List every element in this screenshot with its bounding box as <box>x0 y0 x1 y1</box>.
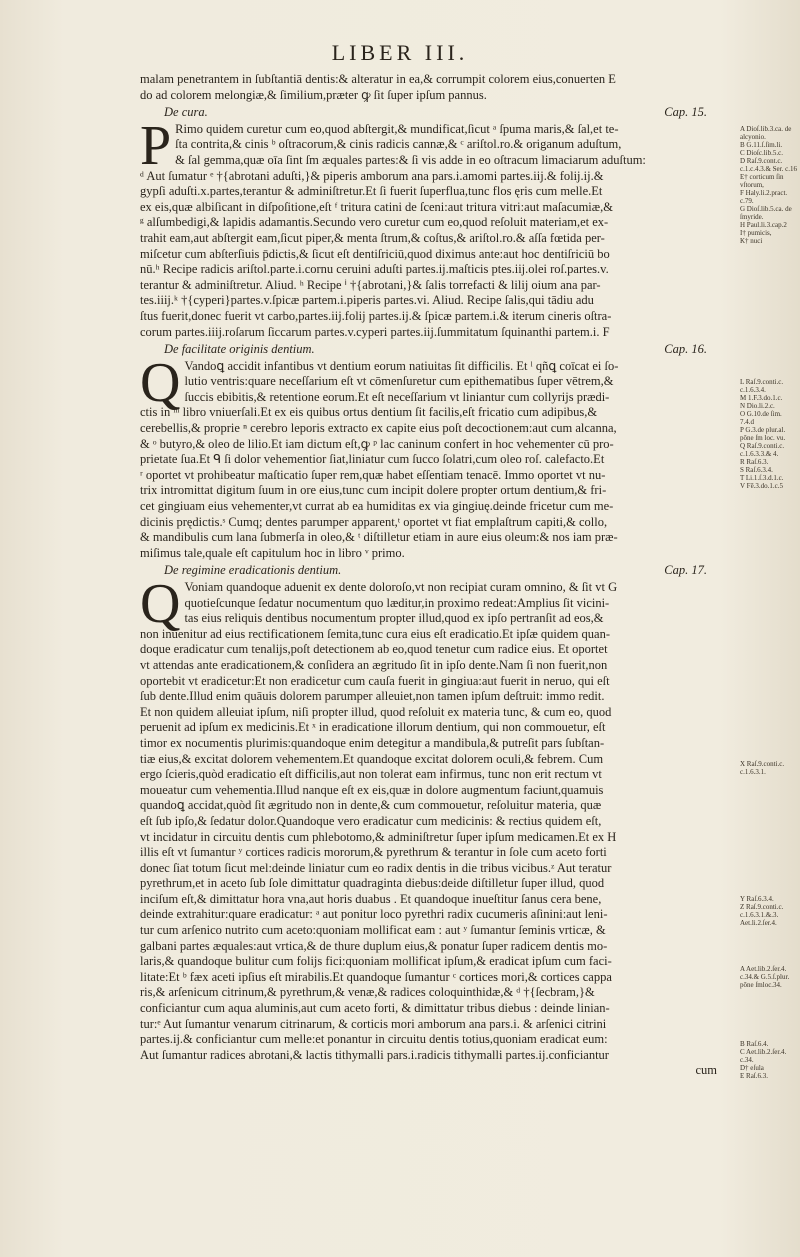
text-line: prietate ſua.Et ᑫ ſi dolor vehementior ſiat,liniatur cum ſucco ſolatri,cum oleo roſ. calefacto.Et <box>140 452 605 467</box>
text-line: partes.ij.& conficiantur cum melle:et ponantur in circuitu dentis totius,quoniam eradicat eum: <box>140 1032 608 1047</box>
text-line: ergo ſcieris,quòd eradicatio eſt difficilis,aut non tolerat eam infirmus, tunc non erit rectum vt <box>140 767 602 782</box>
margin-note: 7.4.d <box>740 418 754 426</box>
margin-notes-group-1 <box>740 125 798 245</box>
margin-note: D Raſ.9.cont.c. <box>740 157 783 165</box>
text-line: quandoꝗ accidat,quòd ſit ægritudo non in dente,& cum commouetur, reſoluitur materia, quæ <box>140 798 602 813</box>
margin-note: K† nuci <box>740 237 763 245</box>
text-line: donec ſiat totum ſicut mel:deinde liniatur cum eo radix dentis in die tribus vicibus.ᶻ Aut teratur <box>140 860 612 875</box>
margin-note: S Raſ.6.3.4. <box>740 466 773 474</box>
margin-note: Q Raſ.9.conti.c. <box>740 442 785 450</box>
intro-line: do ad colorem melongiæ,& ſimilium,præter ꝙ ſit ſuper ipſum pannus. <box>140 87 487 102</box>
section-heading <box>140 563 735 579</box>
section-title: De facilitate originis dentium. <box>164 342 315 357</box>
margin-note: E† corticum ſin vſtorum, <box>740 173 784 189</box>
text-line: non inuenitur ad eius rectificationem ſemita,tunc cura eius eſt eradicatio.Et ipſæ quidem quan- <box>140 626 610 641</box>
text-line: eſt ſub ipſo,& ſedatur dolor.Quandoque vero eradicatur cum medicinis: & rectius quidem eſt, <box>140 813 602 828</box>
section-title: De cura. <box>164 105 208 120</box>
margin-note: V Fē.3.do.1.c.5 <box>740 482 784 490</box>
margin-note: B G.11.ſ.ſim.li. <box>740 141 783 149</box>
section-heading <box>140 105 735 121</box>
text-line: tas eius reliquis dentibus nocumentum propter illud,quod ex ipſo pertranſit ad eos,& <box>184 611 604 626</box>
margin-note: A Dioſ.lib.3.ca. de alcyonio. <box>740 125 792 141</box>
section-heading <box>140 342 735 358</box>
margin-notes-group-4 <box>740 895 798 927</box>
drop-cap: Q <box>140 573 181 635</box>
section-body <box>140 573 735 1063</box>
text-line: deinde extrahitur:quare eradicatur: ᵃ aut ponitur loco pyrethri radix cucumeris aſinini:aut leni- <box>140 907 608 922</box>
text-line: ᵈ Aut ſumatur ᵉ †{abrotani aduſti,}& piperis amborum ana pars.i.amomi partes.iij.& folij.ij.& <box>140 168 604 183</box>
margin-note: c.1.6.3.1.&.3. <box>740 911 779 919</box>
text-line: corum partes.iiij.roſarum ſiccarum partes.v.cyperi partes.iij.ſummitatum ſquinanthi partem.i. F <box>140 324 610 339</box>
margin-note: F Haly.li.2.pract. c.79. <box>740 189 788 205</box>
chapter-number: Cap. 17. <box>664 563 707 578</box>
text-line: timor ex nocumentis plurimis:quandoque enim detegitur a mandibula,& putreſit pars ſubſtan- <box>140 735 605 750</box>
text-line: moueatur cum vehementia.Illud nanque eſt ex eis,quæ in dolore augmentum faciunt,quamuis <box>140 782 604 797</box>
margin-notes-group-2 <box>740 378 798 490</box>
text-line: & ᵒ butyro,& oleo de lilio.Et iam dictum eſt,ꝙ ᵖ lac caninum confert in hoc vehementer cū pro- <box>140 436 614 451</box>
margin-note: X Raſ.9.conti.c. <box>740 760 785 768</box>
margin-note: H Paul.li.3.cap.2 <box>740 221 787 229</box>
text-line: ſub dente.Illud enim quāuis dolorem parumper alleuiet,non tamen ipſum deſtruit: immo redit. <box>140 689 605 704</box>
text-line: Aut ſumantur radices abrotani,& lactis tithymalli pars.i.radicis tithymalli partes.ij.conficiantur <box>140 1047 609 1062</box>
margin-note: M 1.F.3.do.1.c. <box>740 394 783 402</box>
chapter-number: Cap. 15. <box>664 105 707 120</box>
margin-note: C Aet.lib.2.ſer.4. <box>740 1048 787 1056</box>
section-body <box>140 351 735 562</box>
text-line: gypſi aduſti.x.partes,terantur & adminiſtretur.Et ſi fuerit ſuperfluа,tunc flos ęris cum melle.Et <box>140 184 603 199</box>
margin-note: A Aet.lib.2.ſer.4. <box>740 965 787 973</box>
text-line: tur:ᵉ Aut ſumantur venarum citrinarum, & corticis mori amborum ana pars.i. & arſenici citrini <box>140 1016 607 1031</box>
margin-note: I† pumicis, <box>740 229 772 237</box>
margin-note: D† eſula <box>740 1064 764 1072</box>
text-line: doque eradicatur cum tenalijs,poſt detectionem ab eo,quod tenetur cum radice eius. Et oportet <box>140 642 608 657</box>
text-line: inciſum eſt,& dimittatur hora vna,aut horis duabus . Et quandoque inueſtitur ſanus cera bene, <box>140 891 602 906</box>
margin-note: T Li.1.ſ.3.d.1.c. <box>740 474 784 482</box>
margin-note: O G.10.de ſim. <box>740 410 782 418</box>
margin-notes-group-3 <box>740 760 798 776</box>
text-line: miſcetur cum abſterſiuis p̄dictis,& ſicut eſt dentiſriciū,quod diximus ante:aut hoc dentiſriciū bo <box>140 246 610 261</box>
catchword: cum <box>695 1063 717 1078</box>
text-line: ex eis,quæ albiſicant in diſpoſitione,eſt ᶠ tritura catini de ſceni:aut tritura vitri:aut maſacumiæ,& <box>140 199 613 214</box>
margin-note: R Raſ.6.3. <box>740 458 769 466</box>
margin-note: Y Raſ.6.3.4. <box>740 895 774 903</box>
margin-note: c.34. <box>740 1056 754 1064</box>
main-text-column <box>140 72 735 1079</box>
text-line: conficiantur cum aqua aluminis,aut cum aceto forti, & dimittatur tribus diebus : deinde linian- <box>140 1001 610 1016</box>
text-line: trix intromittat digitum ſuum in ore eius,tunc cum incipit dolere propter ortum dentium,& fri- <box>140 483 607 498</box>
text-line: ᵍ alſumbedigi,& lapidis adamantis.Secundo vero curetur cum eo,quod reſoluit materiam,et ex- <box>140 215 609 230</box>
margin-note: P G.3.de plur.al. pōne ſm loc. vu. <box>740 426 786 442</box>
text-line: nū.ʰ Recipe radicis ariſtol.parte.i.cornu ceruini aduſti partes.ij.maſticis ptes.iij.olei roſ.partes.v. <box>140 262 609 277</box>
text-line: laris,& quandoque bulitur cum folijs fici:quoniam mollificat ipſum,& eradicat ipſum cum faci- <box>140 954 612 969</box>
text-line: peruenit ad ipſum ex medicinis.Et ˣ in eradicatione illorum dentium, qui non commouetur, eſt <box>140 720 606 735</box>
text-line: ris,& arſenicum citrinum,& pyrethrum,& venæ,& radices coloquinthidæ,& ᵈ †{ſecbram,}& <box>140 985 595 1000</box>
text-line: & mandibulis cum lana ſubmerſa in oleo,& ᵗ diſtilletur etiam in aure eius oleum:& nos iam præ- <box>140 530 618 545</box>
text-line: ʳ oportet vt prohibeatur maſticatio ſuper rem,quæ habet eſſentiam tenacē. Immo oportet vt nu- <box>140 467 606 482</box>
text-line: & ſal gemma,quæ oīa ſint ſm æquales partes:& ſi vis adde in eo oſtracum limaciarum aduſtum: <box>175 152 646 167</box>
margin-note: C Dioſc.lib.5.c. <box>740 149 783 157</box>
section-title: De regimine eradicationis dentium. <box>164 563 342 578</box>
margin-note: E Raſ.6.3. <box>740 1072 768 1080</box>
margin-note: c.1.6.3.3.& 4. <box>740 450 779 458</box>
margin-note: N Dio.li.2.c. <box>740 402 775 410</box>
margin-notes-group-5 <box>740 965 798 989</box>
running-head: LIBER III. <box>331 40 469 65</box>
text-line: tur cum arſenico nutrito cum aceto:quoniam mollificat eam : aut ʸ ſumantur ſeminis vrticæ, & <box>140 923 606 938</box>
text-line: ſuccis ebibitis,& retentione eorum.Et eſt neceſſarium vt liniantur cum collyrijs prædi- <box>184 389 610 404</box>
chapter-number: Cap. 16. <box>664 342 707 357</box>
drop-cap: Q <box>140 351 181 414</box>
margin-note: c.1.6.3.4. <box>740 386 766 394</box>
text-line: Voniam quandoque aduenit ex dente doloroſo,vt non recipiat curam omnino, & ſit vt G <box>184 580 618 594</box>
text-line: vt attendas ante eradicationem,& conſidera an ægritudo ſit in ipſo dente.Nam ſi non fuerit,non <box>140 657 608 672</box>
margin-note: G Dioſ.lib.5.ca. de ſmyride. <box>740 205 792 221</box>
text-line: ctis in ᵐ libro vniuerſali.Et ex eis quibus ortus dentium ſit facilis,eſt fricatio cum adipibus,& <box>140 405 598 420</box>
text-line: vt incidatur in circuitu dentis cum phlebotomo,& adminiſtretur ſuper ipſum medicamen.Et ex H <box>140 829 617 844</box>
section-body <box>140 114 735 340</box>
drop-cap: P <box>140 114 172 177</box>
text-line: ſta contrita,& cinis ᵇ oſtracorum,& cinis radicis cannæ,& ᶜ ariſtol.ro.& origanum aduſtum, <box>175 137 622 152</box>
intro-line: malam penetrantem in ſubſtantiā dentis:& alteratur in ea,& corrumpit colorem eius,conuerten E <box>140 72 616 86</box>
text-line: trahit eam,aut abſtergit eam,ſicut piper,& menta ſtrum,& coſtus,& ariſtol.ro.& aſſa fœtida per- <box>140 230 605 245</box>
text-line: galbani partes æquales:aut vrtica,& de thure duplum eius,& ponatur ſuper radicem dentis mo- <box>140 938 608 953</box>
margin-note: B Raſ.6.4. <box>740 1040 769 1048</box>
margin-note: c.34.& G.5.ſ.plur. pōne ſmloc.34. <box>740 973 790 989</box>
margin-note: c.1.c.4.3.& Ser. c.16 <box>740 165 797 173</box>
text-line: litate:Et ᵇ fæx aceti ipſius eſt mirabilis.Et quandoque ſumantur ᶜ cortices mori,& cortices cappa <box>140 969 612 984</box>
text-line: dicinis prędictis.ˢ Cumq; dentes parumper apparent,ᵗ oportet vt fiat emplaſtrum capiti,& collo, <box>140 514 608 529</box>
text-line: pyrethrum,et in aceto ſub ſole dimittatur quadraginta diebus:deide diſtilletur ſuper illud, quod <box>140 876 605 891</box>
text-line: Rimo quidem curetur cum eo,quod abſtergit,& mundificat,ſicut ᵃ ſpuma maris,& ſal,et te- <box>175 121 619 136</box>
text-line: terantur & adminiſtretur. Aliud. ʰ Recipe ⁱ †{abrotani,}& ſalis torrefacti & lilij oium ana par- <box>140 277 601 292</box>
margin-notes-group-6 <box>740 1040 798 1080</box>
margin-note: Z Raſ.9.conti.c. <box>740 903 784 911</box>
margin-note: L Raſ.9.conti.c. <box>740 378 784 386</box>
text-line: lutio ventris:quare neceſſarium eſt vt cōmenſuretur cum epithematibus ſuper vētrem,& <box>184 374 614 389</box>
text-line: miſimus tale,quale eſt capitulum hoc in libro ᵛ primo. <box>140 545 405 560</box>
margin-note: c.1.6.3.1. <box>740 768 766 776</box>
text-line: Et non quidem alleuiat ipſum, niſi propter illud, quod reſoluit ex materia tunc, & cum eo, quod <box>140 704 612 719</box>
margin-note: Aet.li.2.ſer.4. <box>740 919 777 927</box>
text-line: tes.iiij.ᵏ †{cyperi}partes.v.ſpicæ partem.i.piperis partes.vi. Aliud. Recipe ſalis,qui tādiu adu <box>140 293 594 308</box>
text-line: oportebit vt eradicetur:Et non eradicetur cum cauſa fuerit in gingiua:aut fuerit in neruo, qui eſt <box>140 673 610 688</box>
text-line: ſtus fuerit,donec fuerit vt carbo,partes.iij.folij partes.ij.& ſpicæ partem.i.& iterum cineris oſtra- <box>140 308 612 323</box>
text-line: quotieſcunque ſedatur nocumentum quo læditur,in proximo redeat:Amplius ſit vicini- <box>184 595 610 610</box>
text-line: illis eſt vt ſumantur ʸ cortices radicis mororum,& pyrethrum & terantur in ſole cum aceto forti <box>140 845 607 860</box>
text-line: cerebellis,& proprie ⁿ cerebro leporis extracto ex capite eius poſt decoctionem:aut cum alcanna, <box>140 421 617 436</box>
text-line: tiæ eius,& excitat dolorem vehementem.Et quandoque excitat dolorem oculi,& febrem. Cum <box>140 751 604 766</box>
text-line: Vandoꝗ accidit infantibus vt dentium eorum natiuitas ſit difficilis. Et ˡ qñꝗ coīcat ei ſo- <box>184 358 619 373</box>
text-line: cet gingiuam eius vehementer,vt currat ab ea humiditas ex via gingiuę.deinde fricetur cum me- <box>140 499 614 514</box>
